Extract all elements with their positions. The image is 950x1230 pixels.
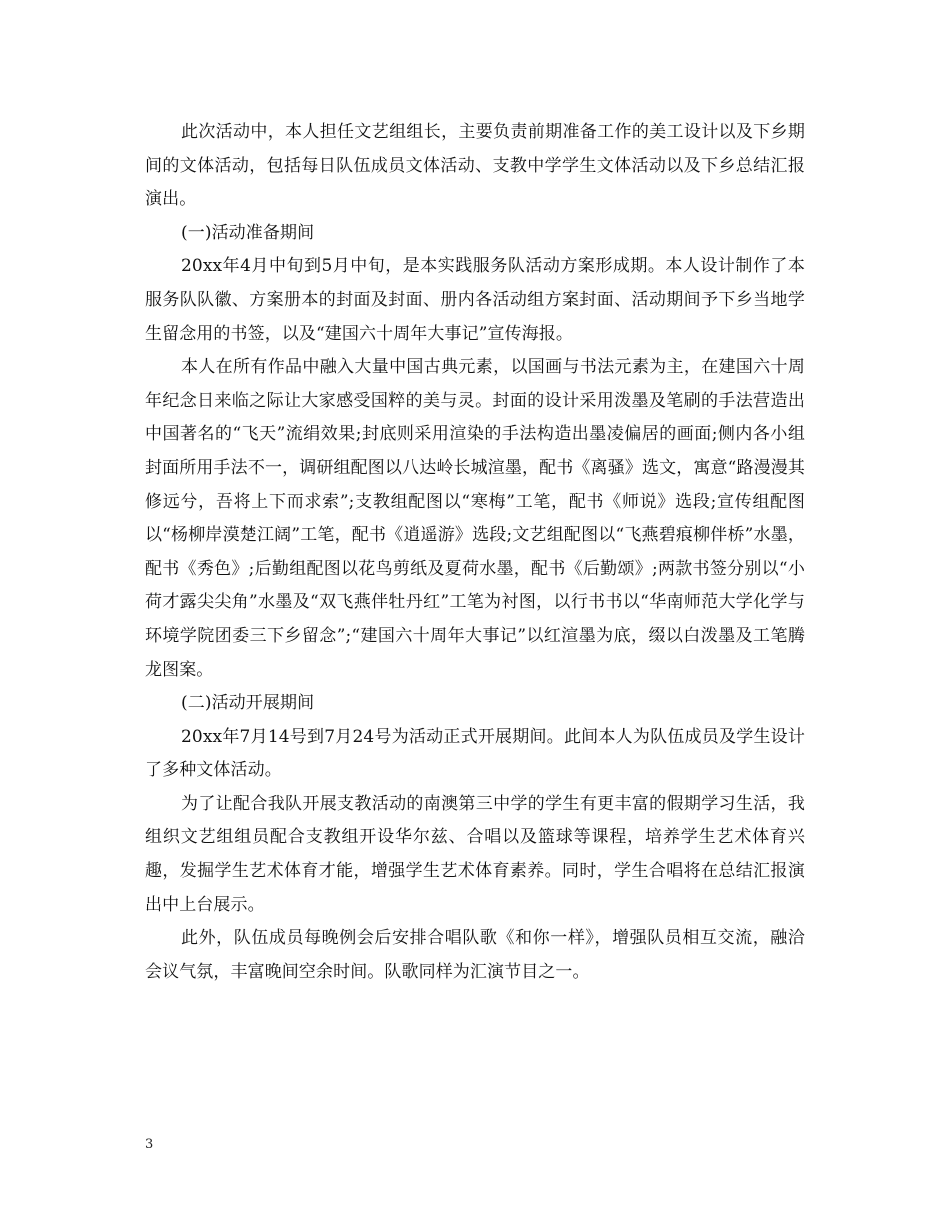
paragraph-design-elements: 本人在所有作品中融入大量中国古典元素，以国画与书法元素为主，在建国六十周年纪念日来临之际让大家感受国粹的美与灵。封面的设计采用泼墨及笔刷的手法营造出中国著名的“飞天”流绢效果;封底则采用渲染的手法构造出墨凌偏居的画面;侧内各小组封面所用手法不一，调研组配图以八达岭长城渲墨，配书《离骚》选文，寓意“路漫漫其修远兮，吾将上下而求索”;支教组配图以“寒梅”工笔，配书《师说》选段;宣传组配图以“杨柳岸漠楚江阔”工笔，配书《逍遥游》选段;文艺组配图以“飞燕碧痕柳伴桥”水墨，配书《秀色》;后勤组配图以花鸟剪纸及夏荷水墨，配书《后勤颂》;两款书签分别以“小荷才露尖尖角”水墨及“双飞燕伴牡丹红”工笔为衬图，以行书书以“华南师范大学化学与环境学院团委三下乡留念”;“建国六十周年大事记”以红渲墨为底，缀以白泼墨及工笔腾龙图案。 (145, 357, 805, 680)
paragraph-execution-period: 20xx年7月14号到7月24号为活动正式开展期间。此间本人为队伍成员及学生设计了多种文体活动。 (145, 726, 805, 781)
paragraph-role-intro: 此次活动中，本人担任文艺组组长，主要负责前期准备工作的美工设计以及下乡期间的文体活动，包括每日队伍成员文体活动、支教中学学生文体活动以及下乡总结汇报演出。 (145, 122, 805, 210)
paragraph-preparation-period: 20xx年4月中旬到5月中旬，是本实践服务队活动方案形成期。本人设计制作了本服务队队徽、方案册本的封面及封面、册内各活动组方案封面、活动期间予下乡当地学生留念用的书签，以及“建国六十周年大事记”宣传海报。 (145, 256, 805, 344)
paragraph-student-activities: 为了让配合我队开展支教活动的南澳第三中学的学生有更丰富的假期学习生活，我组织文艺组组员配合支教组开设华尔兹、合唱以及篮球等课程，培养学生艺术体育兴趣，发掘学生艺术体育才能，增强学生艺术体育素养。同时，学生合唱将在总结汇报演出中上台展示。 (145, 793, 805, 915)
section-heading-preparation: (一)活动准备期间 (181, 222, 315, 243)
page-number: 3 (145, 1137, 154, 1152)
document-body (145, 116, 805, 989)
paragraph-team-song: 此外，队伍成员每晚例会后安排合唱队歌《和你一样》，增强队员相互交流，融洽会议气氛，丰富晚间空余时间。队歌同样为汇演节目之一。 (145, 928, 805, 982)
section-heading-execution: (二)活动开展期间 (181, 693, 315, 714)
